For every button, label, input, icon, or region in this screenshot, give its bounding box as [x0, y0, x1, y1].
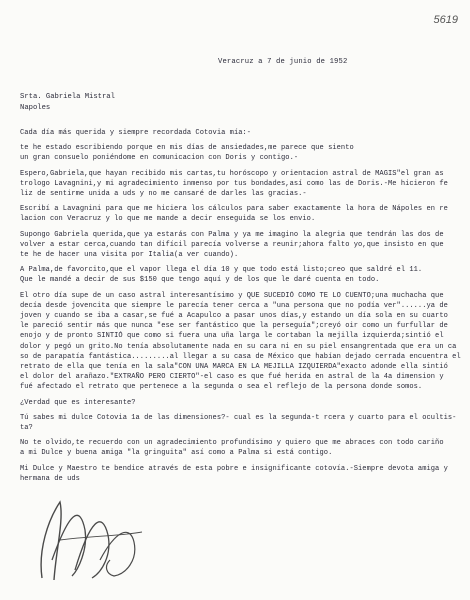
handwritten-signature — [30, 490, 150, 590]
recipient-name: Srta. Gabriela Mistral — [20, 93, 115, 101]
body-line: fué afectado el retrato que pertenece a la segunda o sea el reflejo de la persona donde somos. — [20, 383, 423, 392]
body-line: Tú sabes mi dulce Cotovia 1a de las dimensiones?- cual es la segunda-t rcera y cuarto para el ocultis- — [20, 413, 457, 422]
body-line: enojo y de pronto SINTIÓ que como si fuera una uña larga le cortaban la mejilla izquierda;sintió el — [20, 332, 444, 341]
body-line: el dolor del arañazo."EXTRAÑO PERO CIERTO"-el caso es que fué herida en astral de la 4a dimension y — [20, 373, 444, 382]
body-line: so de parapatía fantástica.........al llegar a su casa de México que habían dejado cerrada encuentra el — [20, 352, 461, 361]
archive-number: 5619 — [433, 14, 458, 26]
body-line: Que le mandé a decir de sus $150 que tengo aquí y de los que le daré cuenta en todo. — [20, 276, 380, 285]
body-line: Cada día más querida y siempre recordada Cotovia mía:- — [20, 129, 252, 137]
body-line: joven y cuando se iba a casar,se fué a Acapulco a pasar unos días,y estando un día sola en su cuarto — [20, 312, 448, 321]
body-line: trologo Lavagnini,y mi agradecimiento inmenso por tus bondades,así como las de Doris.-Me hicieron fe — [20, 179, 448, 188]
recipient-city: Napoles — [20, 103, 51, 112]
body-line: dolor y pegó un grito.No tenía absolutamente nada en su cara ni en su piel ensangrentada que era un ca — [20, 342, 457, 351]
dateline: Veracruz a 7 de junio de 1952 — [218, 58, 348, 66]
body-line: ta? — [20, 424, 33, 433]
body-line: lacion con Veracruz y lo que me mande a decir enseguida se los envio. — [20, 215, 316, 224]
body-line: Espero,Gabriela,que hayan recibido mis cartas,tu horóscopo y orientacion astral de MAGIS"el gran as — [20, 169, 444, 178]
body-line: El otro día supe de un caso astral interesantísimo y QUE SUCEDIÓ COMO TE LO CUENTO;una muchacha que — [20, 291, 444, 300]
body-line: Supongo Gabriela querida,que ya estarás con Palma y ya me imagino la alegria que tendrán las dos de — [20, 230, 444, 239]
letter-body — [20, 128, 462, 484]
body-line: liz de sentirme unida a uds y no me cansaré de darles las gracias.- — [20, 190, 307, 199]
body-line: ¿Verdad que es interesante? — [20, 398, 136, 407]
body-line: volver a estar cerca,cuando tan difícil parecía volverse a reunir;ahora falto yo,que insisto en que — [20, 240, 444, 249]
body-line: te he de hacer una visita por Italia(a ver cuando). — [20, 251, 239, 260]
body-line: a mi Dulce y buena amiga "la gringuita" así como a Palma si está contigo. — [20, 449, 333, 458]
body-line: hermana de uds — [20, 474, 80, 483]
body-line: A Palma,de favorcito,que el vapor llega el día 10 y que todo está listo;creo que saldré el 11. — [20, 266, 423, 275]
body-line: te he estado escribiendo porque en mis días de ansiedades,me parece que siento — [20, 144, 354, 153]
recipient-block — [20, 92, 115, 113]
body-line: Escribí a Lavagnini para que me hiciera los cálculos para saber exactamente la hora de Nápoles en re — [20, 205, 448, 214]
body-line: le pareció sentir más que nunca "ese ser fantástico que la perseguía";creyó oir como un furfullar de — [20, 322, 448, 331]
body-line: No te olvido,te recuerdo con un agradecimiento profundísimo y quiero que me abraces con todo cariño — [20, 439, 444, 448]
body-line: un gran consuelo poniéndome en comunicacion con Doris y contigo.- — [20, 154, 299, 163]
body-line: retrato de ella que tenía en la sala"CON UNA MARCA EN LA MEJILLA IZQUIERDA"exacto adonde ella sintió — [20, 363, 448, 372]
body-line: decía desde jovencita que siempre le parecía tener cerca a "una persona que no podía ver"......ya de — [20, 301, 448, 310]
body-line: Mi Dulce y Maestro te bendice através de esta pobre e insignificante cotovía.-Siempre devota amiga y — [20, 464, 448, 473]
